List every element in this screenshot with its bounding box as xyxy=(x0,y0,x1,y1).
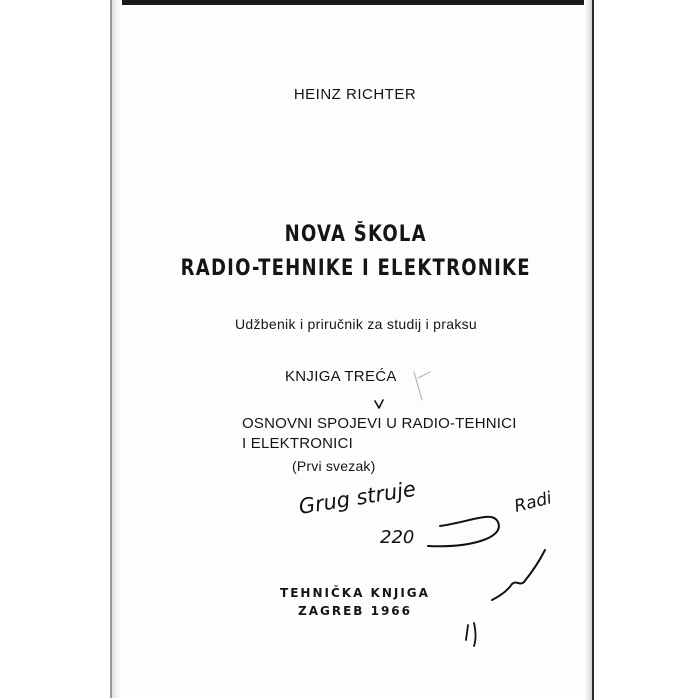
book-number: KNJIGA TREĆA xyxy=(285,368,397,385)
book-subtitle: Udžbenik i priručnik za studij i praksu xyxy=(234,316,478,332)
publication-place-year: ZAGREB 1966 xyxy=(298,604,412,618)
publisher-name: TEHNIČKA KNJIGA xyxy=(280,586,430,600)
handwritten-note-line1: Grug struje xyxy=(297,476,418,519)
binding-edge-top xyxy=(110,0,590,5)
book-title-line2: RADIO-TEHNIKE I ELEKTRONIKE xyxy=(180,256,531,281)
handwritten-note-right: Radi xyxy=(512,488,554,517)
book-title-line1: NOVA ŠKOLA xyxy=(284,222,427,247)
handwritten-note-number: 220 xyxy=(380,527,415,548)
volume-label: (Prvi svezak) xyxy=(292,458,376,474)
author-name: HEINZ RICHTER xyxy=(293,86,417,103)
section-title-line1: OSNOVNI SPOJEVI U RADIO-TEHNICI xyxy=(242,415,517,432)
section-title-line2: I ELEKTRONICI xyxy=(242,435,353,452)
